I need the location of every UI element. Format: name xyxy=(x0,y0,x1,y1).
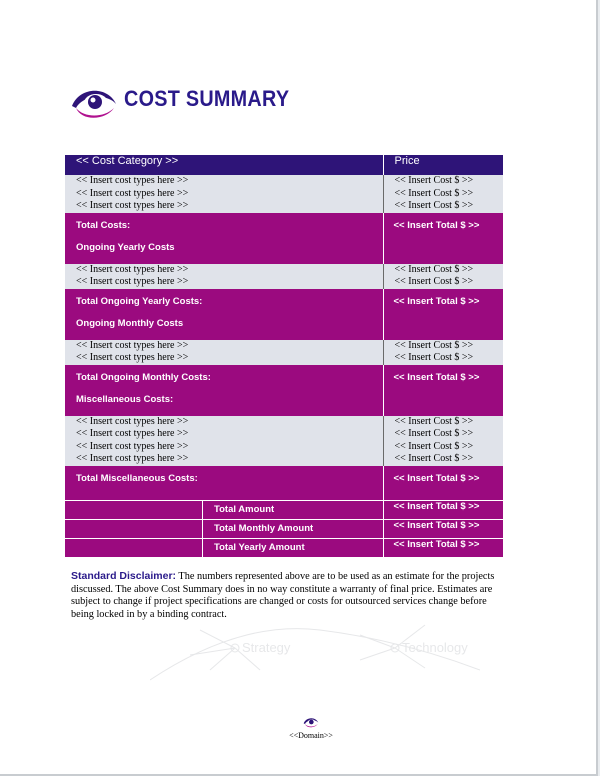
footer-eye-icon xyxy=(303,716,319,728)
section-total-row xyxy=(65,213,503,264)
section-heading: Miscellaneous Costs: xyxy=(76,393,174,405)
cost-items-row xyxy=(65,175,503,213)
cost-type-placeholder: << Insert cost types here >> xyxy=(76,263,189,275)
section-total-row xyxy=(65,289,503,340)
cost-value-placeholder: << Insert Cost $ >> xyxy=(394,187,474,199)
cost-type-placeholder: << Insert cost types here >> xyxy=(76,415,189,427)
section-heading: Ongoing Monthly Costs xyxy=(76,317,184,329)
section-total-row xyxy=(65,466,503,501)
section-total-label: Total Costs: xyxy=(76,219,131,231)
page-title: COST SUMMARY xyxy=(124,86,290,111)
cost-type-placeholder: << Insert cost types here >> xyxy=(76,200,189,211)
watermark-word-technology: Technology xyxy=(402,640,468,655)
disclaimer-text: The numbers represented above are to be used as an estimate for the projects discussed. The above Cost Summary does in no way constitute a warranty of final price. Estimates are subject to change if project specifications are changed or costs for outsourced services change before being locked in by a binding contract. xyxy=(71,571,495,620)
cost-value-placeholder: << Insert Cost $ >> xyxy=(394,200,474,211)
cost-value-placeholder: << Insert Cost $ >> xyxy=(394,175,474,186)
section-total-value: << Insert Total $ >> xyxy=(393,472,480,484)
summary-value: << Insert Total $ >> xyxy=(383,519,503,538)
cost-value-placeholder: << Insert Cost $ >> xyxy=(394,440,474,452)
table-header-row xyxy=(65,155,503,175)
cost-value-placeholder: << Insert Cost $ >> xyxy=(394,428,474,439)
summary-row xyxy=(65,538,503,557)
summary-blank-cell xyxy=(65,501,203,519)
cost-value-placeholder: << Insert Cost $ >> xyxy=(394,453,474,464)
cost-items-row xyxy=(65,416,503,466)
summary-row xyxy=(65,519,503,538)
cost-items-row xyxy=(65,264,503,289)
watermark-word-strategy: Strategy xyxy=(242,640,291,655)
standard-disclaimer xyxy=(71,570,511,621)
summary-value: << Insert Total $ >> xyxy=(383,500,503,519)
summary-blank-cell xyxy=(65,539,203,557)
summary-blank-cell xyxy=(65,520,203,538)
cost-type-placeholder: << Insert cost types here >> xyxy=(76,276,189,287)
watermark-diagram xyxy=(150,610,480,690)
section-total-row xyxy=(65,365,503,416)
section-total-value: << Insert Total $ >> xyxy=(393,295,480,307)
cost-type-placeholder: << Insert cost types here >> xyxy=(76,339,189,351)
cost-type-placeholder: << Insert cost types here >> xyxy=(76,352,189,363)
summary-label: Total Amount xyxy=(214,504,275,515)
disclaimer-label: Standard Disclaimer: xyxy=(71,570,177,582)
footer-domain: <<Domain>> xyxy=(289,731,333,740)
cost-value-placeholder: << Insert Cost $ >> xyxy=(394,352,474,363)
section-total-value: << Insert Total $ >> xyxy=(393,219,480,231)
section-total-label: Total Ongoing Yearly Costs: xyxy=(76,295,203,307)
summary-value: << Insert Total $ >> xyxy=(383,538,503,557)
summary-label: Total Monthly Amount xyxy=(214,523,314,534)
summary-label: Total Yearly Amount xyxy=(214,542,305,553)
summary-row xyxy=(65,500,503,519)
eye-icon xyxy=(70,84,118,120)
column-header-price: Price xyxy=(383,155,503,175)
cost-type-placeholder: << Insert cost types here >> xyxy=(76,187,189,199)
column-header-category: << Cost Category >> xyxy=(65,155,383,175)
section-total-label: Total Ongoing Monthly Costs: xyxy=(76,371,211,383)
section-total-label: Total Miscellaneous Costs: xyxy=(76,472,198,484)
cost-summary-table xyxy=(65,155,503,557)
cost-value-placeholder: << Insert Cost $ >> xyxy=(394,276,474,287)
section-heading: Ongoing Yearly Costs xyxy=(76,241,175,253)
cost-type-placeholder: << Insert cost types here >> xyxy=(76,175,189,186)
section-total-value: << Insert Total $ >> xyxy=(393,371,480,383)
cost-type-placeholder: << Insert cost types here >> xyxy=(76,453,189,464)
cost-items-row xyxy=(65,340,503,365)
cost-value-placeholder: << Insert Cost $ >> xyxy=(394,415,474,427)
cost-type-placeholder: << Insert cost types here >> xyxy=(76,428,189,439)
cost-type-placeholder: << Insert cost types here >> xyxy=(76,440,189,452)
cost-value-placeholder: << Insert Cost $ >> xyxy=(394,263,474,275)
cost-value-placeholder: << Insert Cost $ >> xyxy=(394,339,474,351)
